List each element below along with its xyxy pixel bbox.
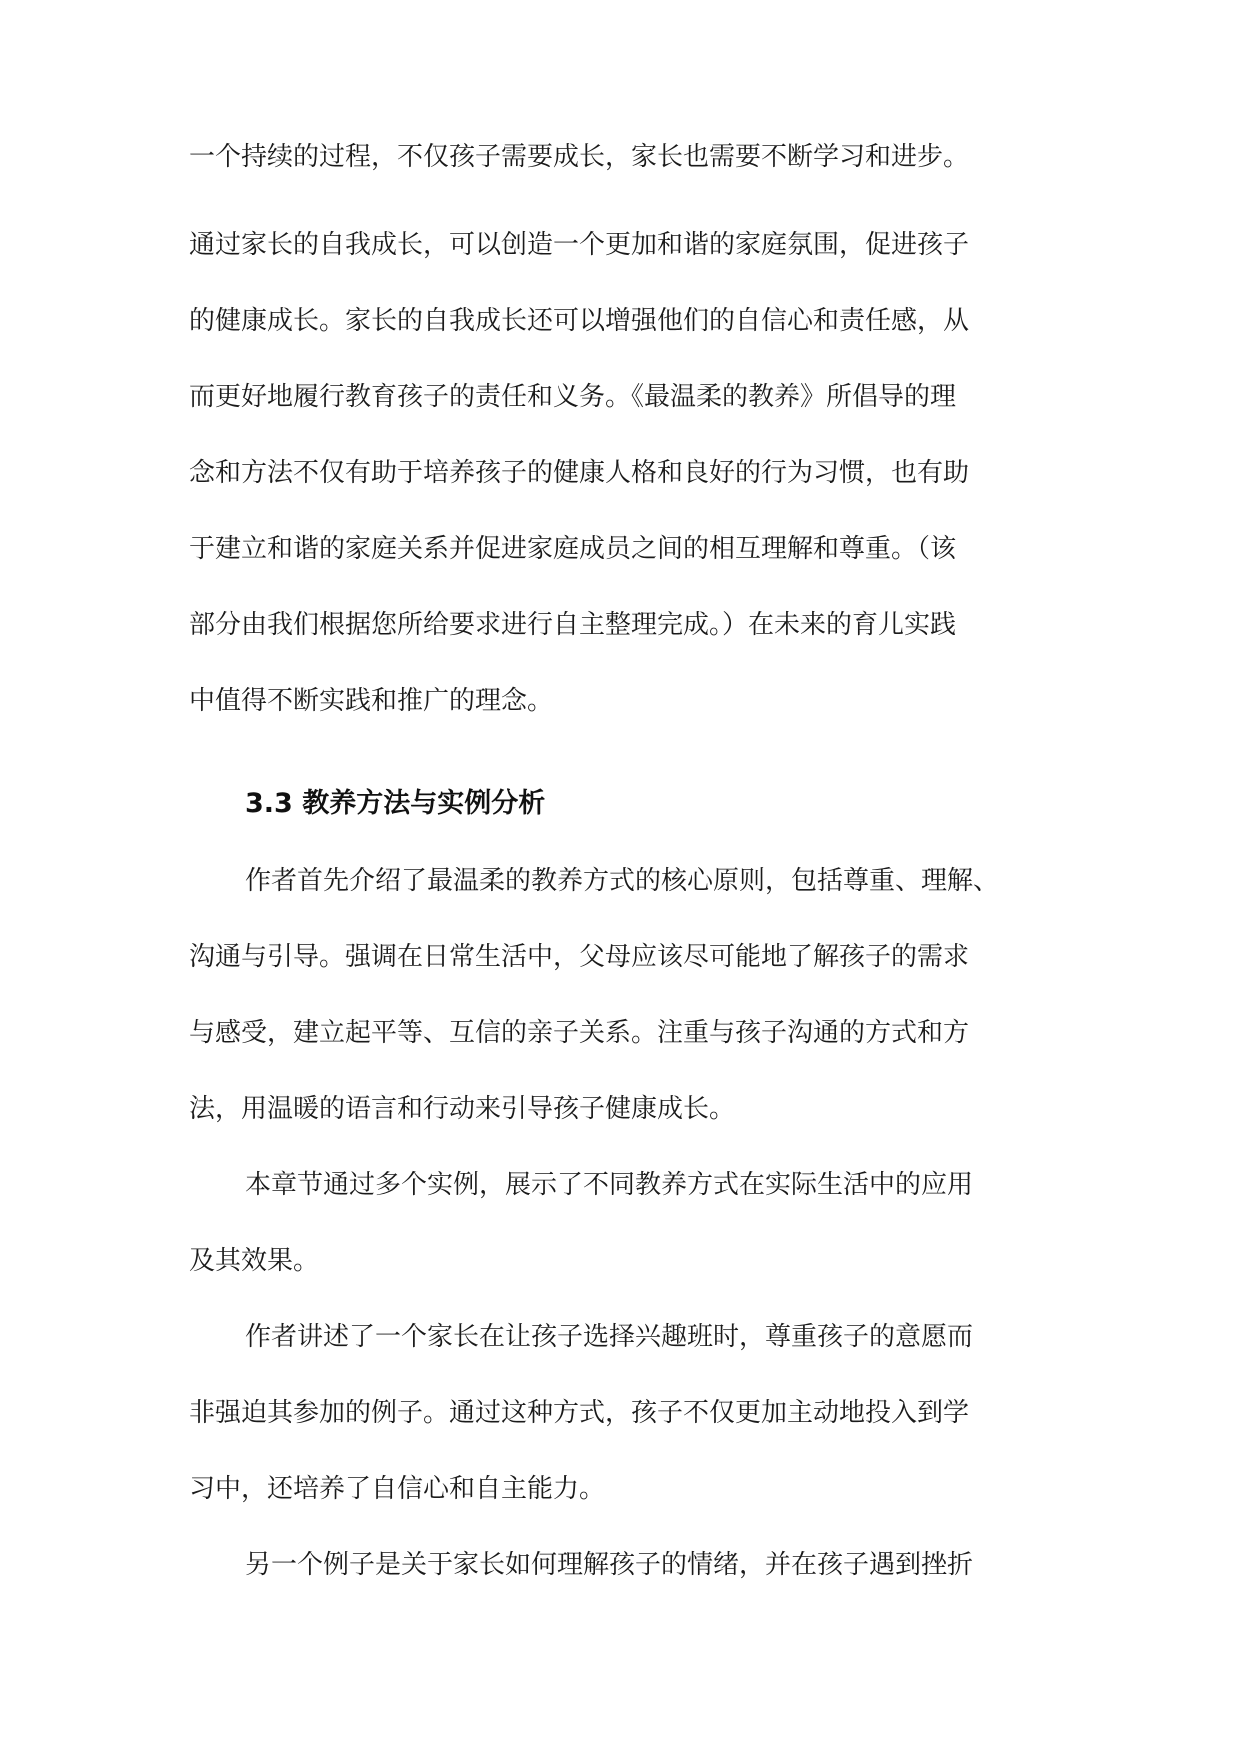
- paragraph-line: 于建立和谐的家庭关系并促进家庭成员之间的相互理解和尊重。（该: [189, 534, 957, 564]
- paragraph-line: 作者讲述了一个家长在让孩子选择兴趣班时，尊重孩子的意愿而: [245, 1322, 974, 1352]
- paragraph-line: 习中，还培养了自信心和自主能力。: [189, 1474, 606, 1504]
- paragraph-line: 与感受，建立起平等、互信的亲子关系。注重与孩子沟通的方式和方: [189, 1018, 970, 1048]
- paragraph-line: 另一个例子是关于家长如何理解孩子的情绪，并在孩子遇到挫折: [245, 1550, 974, 1580]
- paragraph-line: 中值得不断实践和推广的理念。: [189, 686, 554, 716]
- paragraph-line: 及其效果。: [189, 1246, 320, 1276]
- paragraph-line: 念和方法不仅有助于培养孩子的健康人格和良好的行为习惯，也有助: [189, 458, 970, 488]
- paragraph-line: 部分由我们根据您所给要求进行自主整理完成。）在未来的育儿实践: [189, 610, 957, 640]
- paragraph-line: 法，用温暖的语言和行动来引导孩子健康成长。: [189, 1094, 736, 1124]
- paragraph-line: 通过家长的自我成长，可以创造一个更加和谐的家庭氛围，促进孩子: [189, 230, 970, 260]
- paragraph-line: 作者首先介绍了最温柔的教养方式的核心原则，包括尊重、理解、: [245, 866, 1000, 896]
- paragraph-line: 而更好地履行教育孩子的责任和义务。《最温柔的教养》所倡导的理: [189, 382, 957, 412]
- paragraph-line: 非强迫其参加的例子。通过这种方式，孩子不仅更加主动地投入到学: [189, 1398, 970, 1428]
- paragraph-line: 沟通与引导。强调在日常生活中，父母应该尽可能地了解孩子的需求: [189, 942, 970, 972]
- paragraph-line: 本章节通过多个实例，展示了不同教养方式在实际生活中的应用: [245, 1170, 974, 1200]
- section-heading: 3.3 教养方法与实例分析: [245, 788, 546, 819]
- paragraph-line: 一个持续的过程，不仅孩子需要成长，家长也需要不断学习和进步。: [189, 142, 970, 172]
- paragraph-line: 的健康成长。家长的自我成长还可以增强他们的自信心和责任感，从: [189, 306, 970, 336]
